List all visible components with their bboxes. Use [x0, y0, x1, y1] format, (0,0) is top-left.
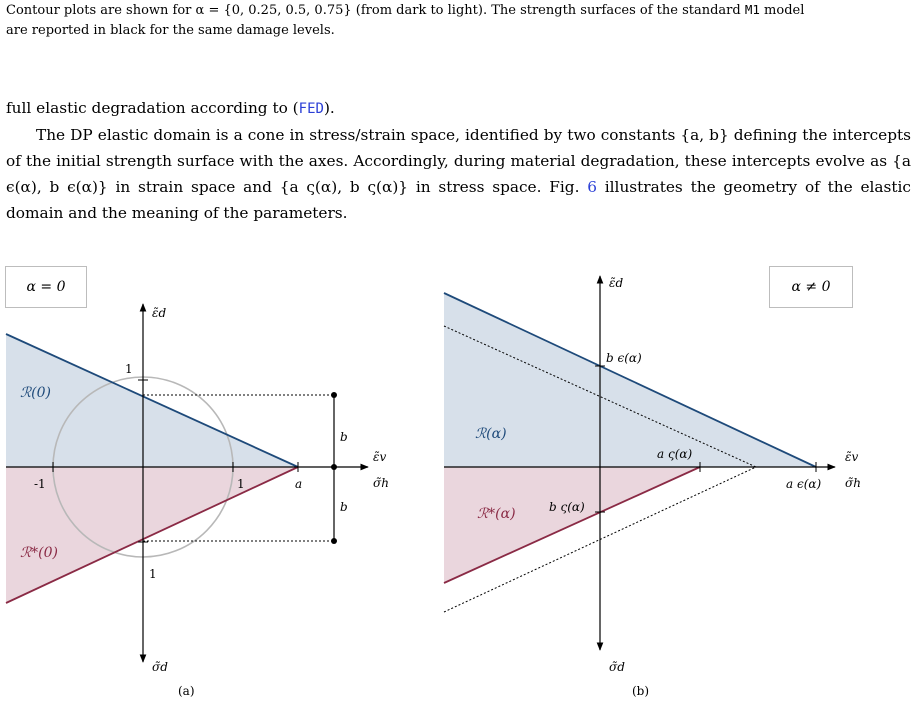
axis-label-top: ε̃d	[609, 276, 624, 290]
subfigure-label-b: (b)	[632, 684, 650, 698]
panel-b	[444, 276, 861, 674]
subfigure-label-a: (a)	[178, 684, 195, 698]
paragraph-1-suffix: ).	[323, 99, 335, 117]
dimension-dot	[331, 464, 337, 470]
tick-label-top: 1	[125, 362, 133, 376]
dimension-dot	[331, 392, 337, 398]
dim-label-b-lower: b	[340, 500, 348, 514]
region-label-strain: ℛ(α)	[475, 426, 507, 442]
axis-label-right-bottom: σ̃h	[373, 476, 389, 490]
dim-label-b-upper: b	[340, 430, 348, 444]
region-label-strain: ℛ(0)	[20, 385, 52, 401]
tick-label-a: a	[295, 477, 303, 491]
paragraph-2-part1: The DP elastic domain is a cone in stress/strain space, identified by two constants {a, b} defining the intercepts of the initial strength surface with the axes. Accordingly, during material degradation, these intercepts evolve as {a ϵ(α), b ϵ(α)} in strain space and {a ς(α), b ς(α)} in stress space. Fig.	[6, 126, 911, 196]
paragraph-2-part2: illustrates the geometry of the elastic domain and the meaning of the parameters.	[6, 178, 911, 222]
region-label-stress: ℛ*(0)	[20, 545, 59, 561]
axis-label-right-top: ε̃v	[373, 450, 387, 464]
tick-label-right: 1	[237, 477, 245, 491]
label-b-epsilon: b ϵ(α)	[606, 351, 642, 365]
caption-line-2: are reported in black for the same damage levels.	[6, 23, 335, 38]
axis-label-top: ε̃d	[152, 306, 167, 320]
region-label-stress: ℛ*(α)	[477, 506, 516, 522]
caption-text: Contour plots are shown for α = {0, 0.25, 0.5, 0.75} (from dark to light). The strength surfaces of the standard	[6, 3, 745, 18]
dimension-dot	[331, 538, 337, 544]
caption-text-end: model	[759, 3, 805, 18]
tick-label-bottom: 1	[149, 567, 157, 581]
figure-ref-link[interactable]: 6	[587, 178, 597, 196]
label-a-epsilon: a ϵ(α)	[786, 477, 822, 491]
panel-a-alpha-label: α = 0	[5, 266, 87, 308]
panel-a	[6, 304, 389, 674]
panel-b-alpha-label: α ≠ 0	[769, 266, 853, 308]
axis-label-bottom: σ̃d	[152, 660, 168, 674]
paragraph-1-prefix: full elastic degradation according to (	[6, 99, 299, 117]
label-b-varsigma: b ς(α)	[549, 500, 585, 514]
citation-link-fed[interactable]: FED	[298, 101, 324, 117]
tick-label-left: -1	[34, 477, 46, 491]
axis-label-right-bottom: σ̃h	[845, 476, 861, 490]
axis-label-bottom: σ̃d	[609, 660, 625, 674]
label-a-varsigma: a ς(α)	[657, 447, 693, 461]
axis-label-right-top: ε̃v	[845, 450, 859, 464]
model-name: M1	[744, 2, 760, 17]
